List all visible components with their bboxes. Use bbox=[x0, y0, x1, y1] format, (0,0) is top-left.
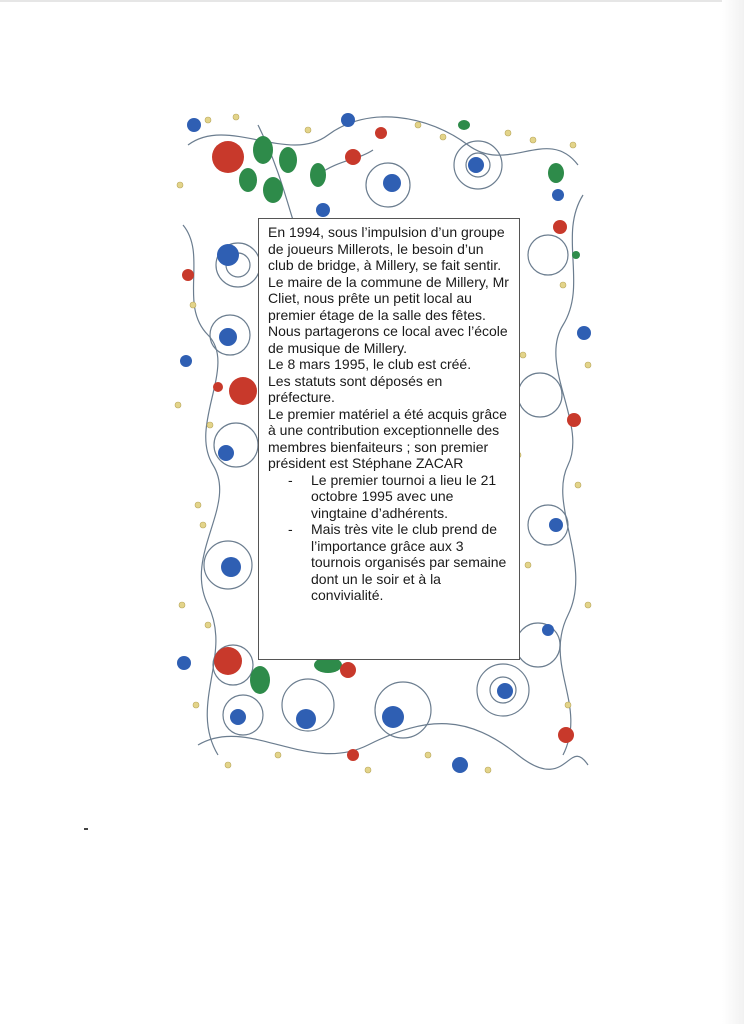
paragraph-statutes: Les statuts sont déposés en préfecture. bbox=[268, 372, 443, 405]
history-text-box bbox=[258, 218, 520, 660]
paragraph-equipment-president: Le premier matériel a été acquis grâce à une contribution exceptionnelle des membres bienfaiteurs ; son premier président est Stéphane ZACAR bbox=[268, 405, 507, 471]
bullet-marker: - bbox=[288, 521, 293, 537]
paragraph-shared-local: Nous partagerons ce local avec l’école de musique de Millery. bbox=[268, 323, 508, 356]
scan-edge bbox=[0, 0, 744, 2]
bullet-marker: - bbox=[288, 471, 293, 488]
scan-shadow bbox=[722, 0, 744, 1024]
list-item-text: Mais très vite le club prend de l’importance grâce aux 3 tournois organisés par semaine dont un le soir et à la convivialité. bbox=[311, 521, 507, 603]
milestones-list bbox=[268, 472, 513, 604]
list-item-text: Le premier tournoi a lieu le 21 octobre 1995 avec une vingtaine d’adhérents. bbox=[311, 471, 497, 521]
list-item bbox=[268, 521, 513, 604]
scan-speck bbox=[84, 828, 88, 830]
paragraph-creation-date: Le 8 mars 1995, le club est créé. bbox=[268, 356, 472, 372]
list-item bbox=[268, 472, 513, 522]
paragraph-origin: En 1994, sous l’impulsion d’un groupe de joueurs Millerots, le besoin d’un club de bridge, à Millery, se fait sentir. bbox=[268, 224, 505, 273]
paragraph-local: Le maire de la commune de Millery, Mr Cliet, nous prête un petit local au premier étage de la salle des fêtes. bbox=[268, 273, 509, 323]
